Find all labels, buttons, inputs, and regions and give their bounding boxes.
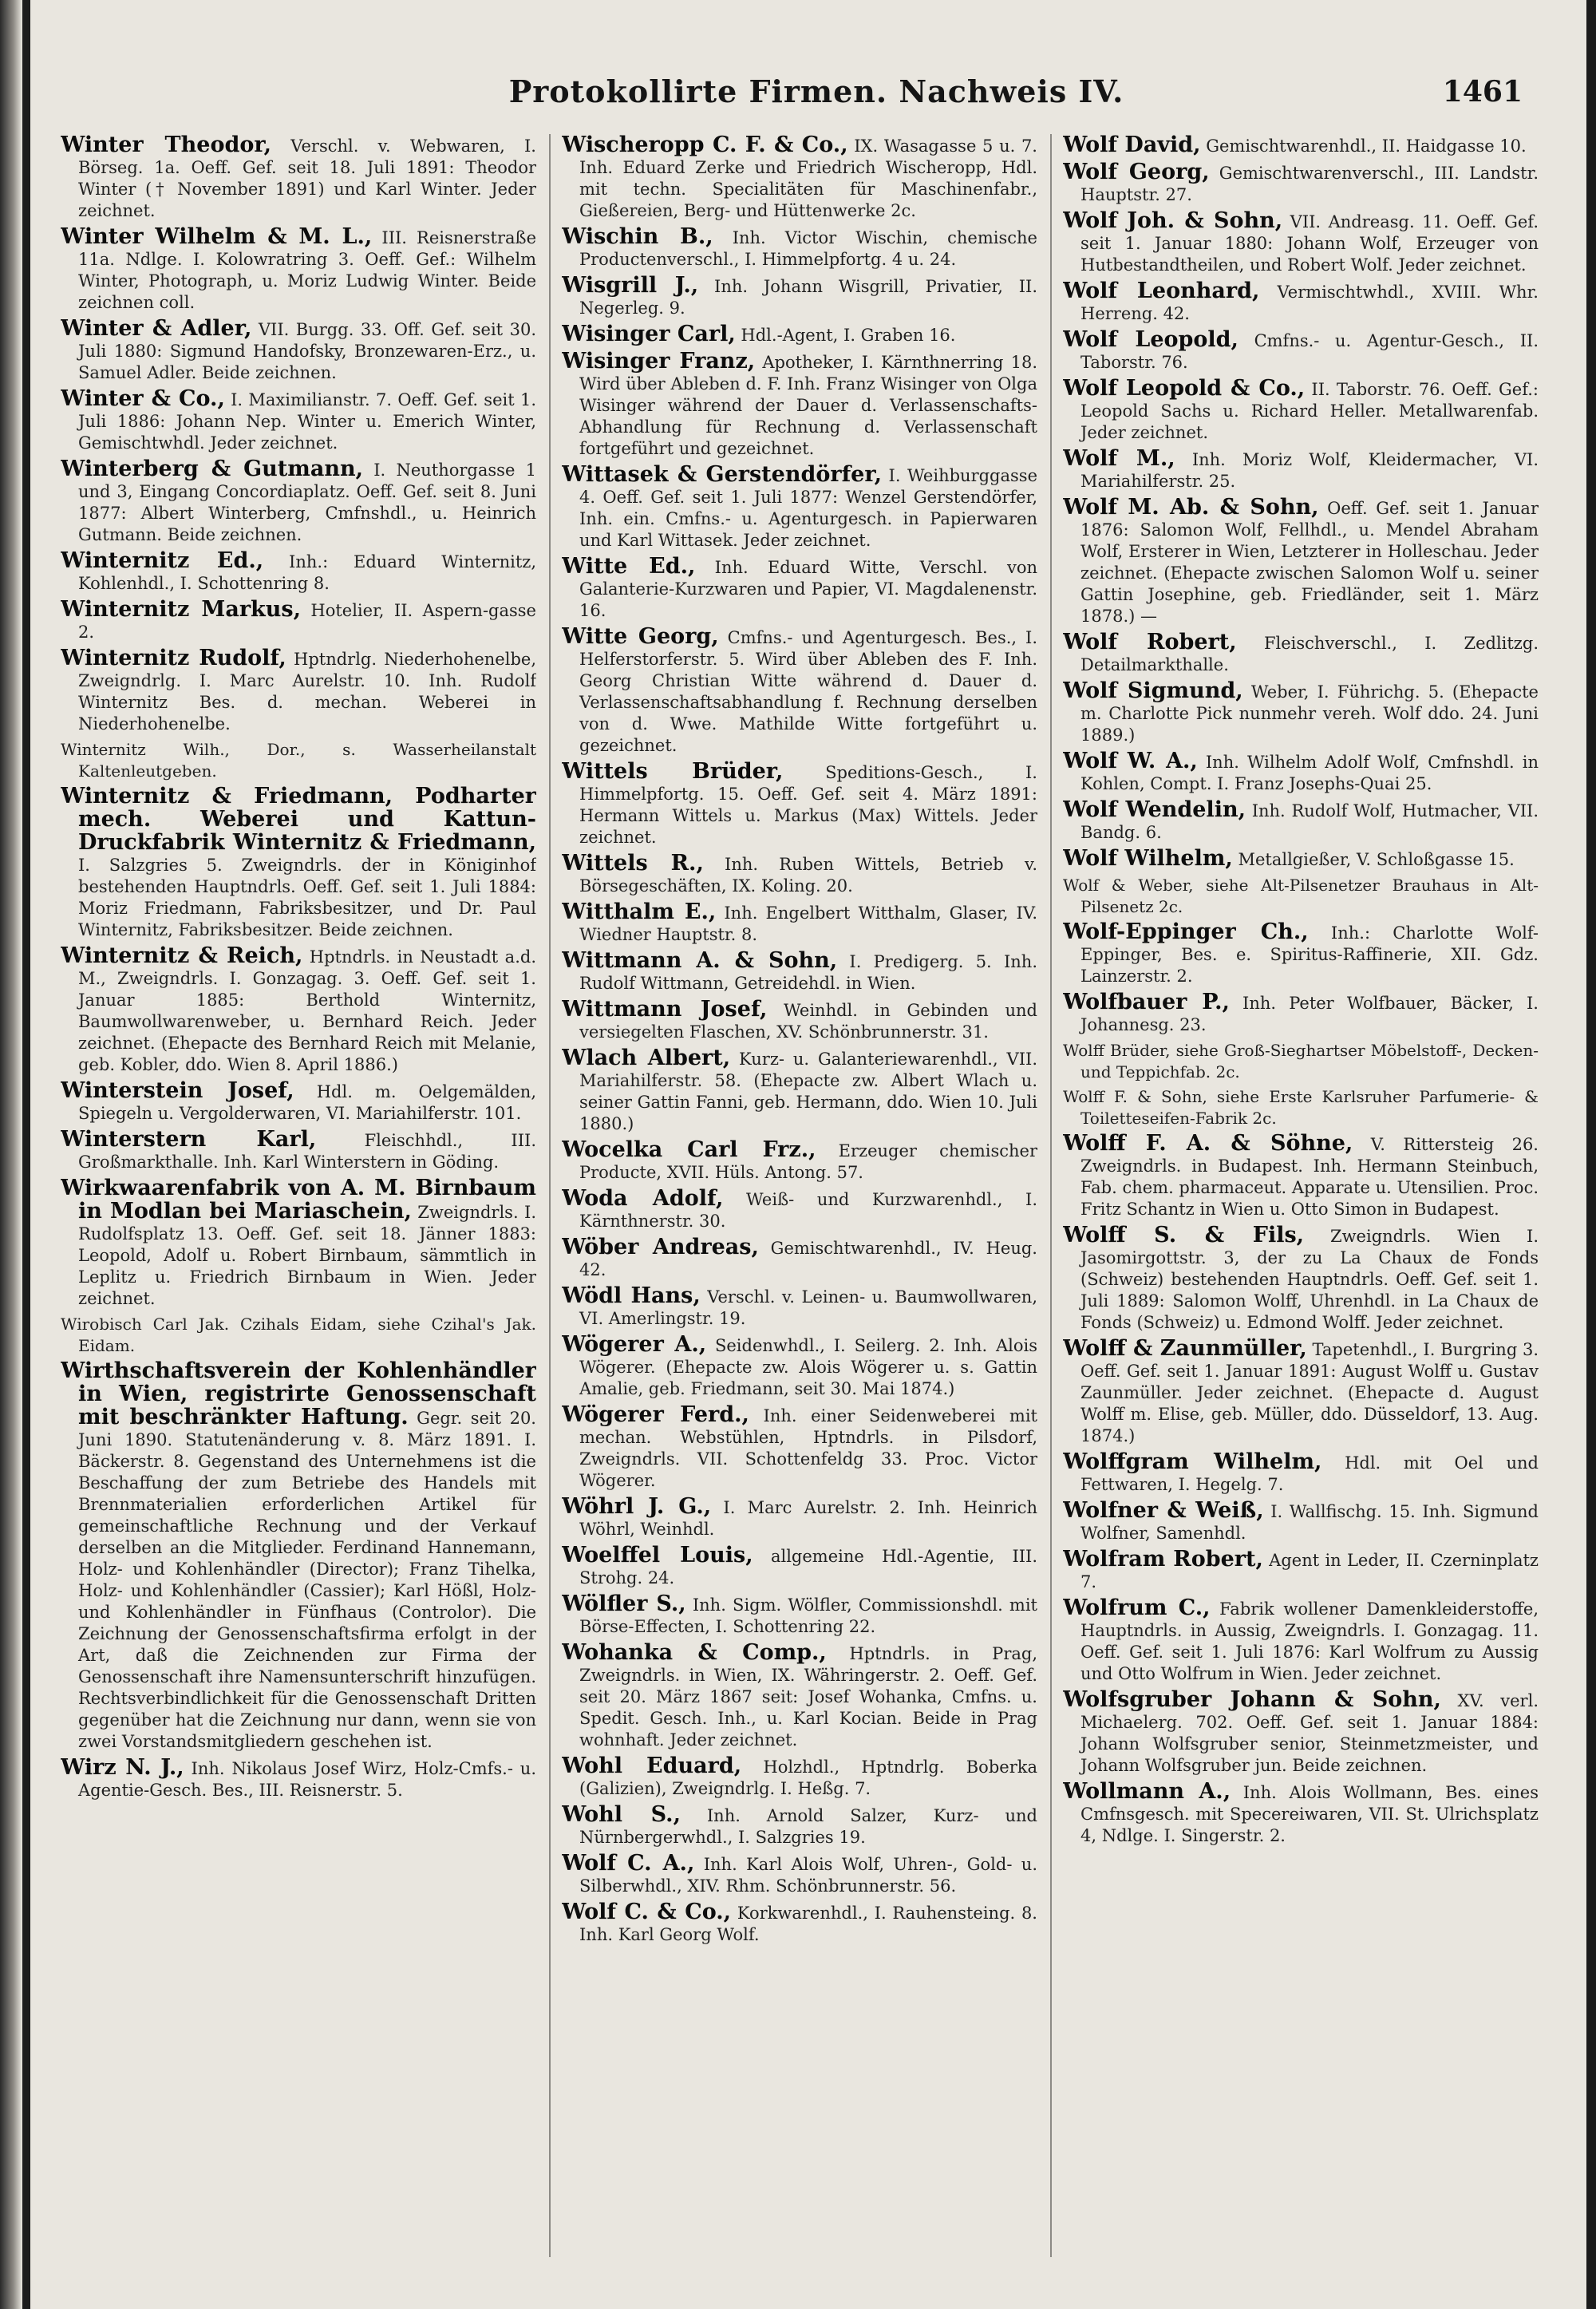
page-header xyxy=(78,73,1555,121)
firm-name: Winternitz & Friedmann, Podharter mech. Weberei und Kattun-Druckfabrik Winternitz & Friedmann, xyxy=(61,784,536,855)
firm-name: Wödl Hans, xyxy=(562,1283,701,1308)
firm-name: Wlach Albert, xyxy=(562,1046,731,1070)
directory-entry xyxy=(562,1544,1037,1589)
directory-entry xyxy=(562,1188,1037,1232)
firm-name: Winternitz & Reich, xyxy=(61,943,303,968)
directory-entry xyxy=(562,761,1037,848)
firm-name: Winterberg & Gutmann, xyxy=(61,457,363,481)
directory-entry xyxy=(1063,848,1539,871)
directory-page xyxy=(30,0,1586,2309)
firm-details: Inh. Rudolf Wolf, Hutmacher, VII. Bandg. 6. xyxy=(1080,801,1539,842)
firm-details: Inh. Wilhelm Adolf Wolf, Cmfnshdl. in Kohlen, Compt. I. Franz Josephs-Quai 25. xyxy=(1080,753,1539,793)
firm-details: Speditions-Gesch., I. Himmelpfortg. 15. Oeff. Gef. seit 4. März 1891: Hermann Wittels u. Markus (Max) Wittels. Jeder zeichnet. xyxy=(579,763,1037,847)
directory-entry xyxy=(562,464,1037,552)
firm-name: Wolf C. A., xyxy=(562,1851,695,1876)
firm-details: Hdl. mit Oel und Fettwaren, I. Hegelg. 7. xyxy=(1080,1453,1539,1494)
firm-details: Metallgießer, V. Schloßgasse 15. xyxy=(1232,850,1515,869)
directory-entry xyxy=(562,1496,1037,1540)
column-1 xyxy=(61,134,536,2289)
book-gutter xyxy=(0,0,22,2309)
firm-name: Wolfbauer P., xyxy=(1063,990,1230,1014)
firm-name: Wolf Robert, xyxy=(1063,630,1237,654)
directory-entry xyxy=(61,550,536,595)
firm-details: Hdl.-Agent, I. Graben 16. xyxy=(735,326,956,345)
firm-details: Fabrik wollener Damenkleiderstoffe, Hauptndrls. in Aussig, Zweigndrls. I. Gonzagag. 11. Oeff. Gef. seit 1. Juli 1876: Karl Wolfrum zu Aussig und Otto Wolfrum in Wien. Jeder zeichnet. xyxy=(1080,1599,1539,1683)
firm-name: Wolf Wendelin, xyxy=(1063,797,1246,822)
directory-entry xyxy=(562,1852,1037,1897)
firm-details: Gegr. seit 20. Juni 1890. Statutenänderung v. 8. März 1891. I. Bäckerstr. 8. Gegenstand des Unternehmens ist die Beschaffung der zum Betriebe des Handels mit Brennmaterialien erforderlichen Artikel für gemeinschaftliche Rechnung und der Verkauf derselben an die Mitglieder. Ferdinand Hannemann, Holz- und Kohlenhändler (Director); Franz Tihelka, Holz- und Kohlenhändler (Cassier); Karl Hößl, Holz- und Kohlenhändler in Fünfhaus (Controlor). Die Zeichnung der Genossenschaftsfirma erfolgt in der Art, daß die Zeichnenden zur Firma der Genossenschaft ihre Namensunterschrift hinzufügen. Rechtsverbindlichkeit für die Genossenschaft Dritten gegenüber hat die Zeichnung nur dann, wenn sie von zwei Vorstandsmitgliedern geschehen ist. xyxy=(78,1409,536,1751)
firm-details: Hdl. m. Oelgemälden, Spiegeln u. Vergolderwaren, VI. Mariahilferstr. 101. xyxy=(78,1082,536,1123)
directory-entry xyxy=(562,226,1037,271)
firm-details: Wolff Brüder, siehe Groß-Sieghartser Möbelstoff-, Decken- und Teppichfab. 2c. xyxy=(1063,1041,1539,1081)
firm-name: Witte Ed., xyxy=(562,554,696,579)
firm-details: Gemischtwarenhdl., II. Haidgasse 10. xyxy=(1200,136,1527,156)
firm-name: Winter & Co., xyxy=(61,386,225,411)
firm-name: Wolfrum C., xyxy=(1063,1595,1211,1620)
firm-details: VII. Andreasg. 11. Oeff. Gef. seit 1. Januar 1880: Johann Wolf, Erzeuger von Hutbestandtheilen, und Robert Wolf. Jeder zeichnet. xyxy=(1080,212,1539,275)
directory-entry xyxy=(1063,921,1539,987)
firm-details: XV. verl. Michaelerg. 702. Oeff. Gef. seit 1. Januar 1884: Johann Wolfsgruber senior, Steinmetzmeister, und Johann Wolfsgruber jun. Beide zeichnen. xyxy=(1080,1691,1539,1775)
firm-details: Verschl. v. Leinen- u. Baumwollwaren, VI. Amerlingstr. 19. xyxy=(579,1287,1037,1328)
firm-name: Wohl Eduard, xyxy=(562,1753,742,1778)
directory-columns xyxy=(61,134,1561,2289)
firm-details: Inh. Ruben Wittels, Betrieb v. Börsegeschäften, IX. Koling. 20. xyxy=(579,855,1037,896)
firm-name: Wischin B., xyxy=(562,224,713,249)
firm-name: Wolf C. & Co., xyxy=(562,1900,732,1924)
directory-entry xyxy=(1063,1086,1539,1129)
directory-entry xyxy=(562,1901,1037,1946)
directory-entry xyxy=(61,1314,536,1357)
firm-name: Wirkwaarenfabrik von A. M. Birnbaum in Modlan bei Mariaschein, xyxy=(61,1176,536,1224)
firm-name: Wolf Leonhard, xyxy=(1063,279,1260,303)
firm-details: Inh. Eduard Witte, Verschl. von Galanterie-Kurzwaren und Papier, VI. Magdalenenstr. 16. xyxy=(579,558,1037,620)
directory-entry xyxy=(61,134,536,222)
directory-entry xyxy=(562,1334,1037,1400)
firm-details: Hptndrls. in Prag, Zweigndrls. in Wien, IX. Währingerstr. 2. Oeff. Gef. seit 20. März 1867 seit: Josef Wohanka, Cmfns. u. Spedit. Gesch. Inh., u. Karl Kocian. Beide in Prag wohnhaft. Jeder zeichnet. xyxy=(579,1644,1037,1750)
firm-name: Winternitz Rudolf, xyxy=(61,646,286,670)
firm-name: Wolf Leopold, xyxy=(1063,327,1238,352)
column-divider xyxy=(549,134,551,2257)
directory-entry xyxy=(61,739,536,782)
directory-entry xyxy=(1063,134,1539,157)
firm-name: Wittasek & Gerstendörfer, xyxy=(562,462,883,487)
firm-details: Holzhdl., Hptndrlg. Boberka (Galizien), Zweigndrlg. I. Heßg. 7. xyxy=(579,1757,1037,1798)
firm-name: Wittels Brüder, xyxy=(562,759,784,784)
firm-name: Wirz N. J., xyxy=(61,1755,184,1780)
directory-entry xyxy=(1063,631,1539,676)
firm-name: Wolf Joh. & Sohn, xyxy=(1063,208,1283,233)
firm-details: I. Predigerg. 5. Inh. Rudolf Wittmann, Getreidehdl. in Wien. xyxy=(579,952,1037,993)
firm-details: Inh. Peter Wolfbauer, Bäcker, I. Johannesg. 23. xyxy=(1080,994,1539,1034)
directory-entry xyxy=(1063,1224,1539,1334)
directory-entry xyxy=(61,318,536,384)
directory-entry xyxy=(562,901,1037,946)
directory-entry xyxy=(1063,210,1539,276)
firm-name: Woda Adolf, xyxy=(562,1186,724,1211)
firm-name: Wögerer A., xyxy=(562,1332,707,1357)
firm-name: Wollmann A., xyxy=(1063,1779,1231,1804)
directory-entry xyxy=(1063,496,1539,627)
firm-details: III. Reisnerstraße 11a. Ndlge. I. Kolowratring 3. Oeff. Gef.: Wilhelm Winter, Photograph, u. Moriz Ludwig Winter. Beide zeichnen coll. xyxy=(78,228,536,312)
directory-entry xyxy=(61,388,536,454)
firm-details: Inh. Victor Wischin, chemische Productenverschl., I. Himmelpfortg. 4 u. 24. xyxy=(579,228,1037,269)
directory-entry xyxy=(562,1139,1037,1184)
firm-name: Wolfner & Weiß, xyxy=(1063,1498,1264,1523)
firm-details: I. Marc Aurelstr. 2. Inh. Heinrich Wöhrl, Weinhdl. xyxy=(579,1498,1037,1539)
directory-entry xyxy=(61,647,536,735)
firm-details: Inh. Engelbert Witthalm, Glaser, IV. Wiedner Hauptstr. 8. xyxy=(579,903,1037,944)
firm-details: Wolf & Weber, siehe Alt-Pilsenetzer Brauhaus in Alt-Pilsenetz 2c. xyxy=(1063,876,1539,916)
firm-details: IX. Wasagasse 5 u. 7. Inh. Eduard Zerke und Friedrich Wischeropp, Hdl. mit techn. Specialitäten für Maschinenfabr., Gießereien, Berg- und Hüttenwerke 2c. xyxy=(579,136,1037,220)
firm-name: Wittels R., xyxy=(562,851,704,876)
page-title: Protokollirte Firmen. Nachweis IV. xyxy=(508,73,1124,109)
directory-entry xyxy=(1063,1040,1539,1083)
firm-name: Wolf Georg, xyxy=(1063,160,1210,184)
column-3 xyxy=(1063,134,1539,2289)
directory-entry xyxy=(1063,161,1539,206)
firm-name: Wirthschaftsverein der Kohlenhändler in Wien, registrirte Genossenschaft mit beschränkter Haftung. xyxy=(61,1358,536,1429)
column-2 xyxy=(562,134,1037,2289)
directory-entry xyxy=(1063,1689,1539,1777)
firm-details: Inh.: Eduard Winternitz, Kohlenhdl., I. Schottenring 8. xyxy=(78,552,536,593)
firm-name: Wittmann A. & Sohn, xyxy=(562,948,838,973)
firm-name: Winter & Adler, xyxy=(61,316,252,341)
firm-name: Wolf-Eppinger Ch., xyxy=(1063,919,1309,944)
firm-name: Wohanka & Comp., xyxy=(562,1640,827,1665)
directory-entry xyxy=(562,1285,1037,1330)
firm-name: Winterstein Josef, xyxy=(61,1078,294,1103)
firm-details: Gemischtwarenverschl., III. Landstr. Hauptstr. 27. xyxy=(1080,164,1539,204)
firm-name: Wohl S., xyxy=(562,1802,681,1827)
directory-entry xyxy=(1063,1548,1539,1593)
directory-entry xyxy=(562,1642,1037,1751)
page-number: 1461 xyxy=(1442,75,1523,109)
firm-details: II. Taborstr. 76. Oeff. Gef.: Leopold Sachs u. Richard Heller. Metallwarenfab. Jeder zeichnet. xyxy=(1080,380,1539,442)
firm-name: Wocelka Carl Frz., xyxy=(562,1137,816,1162)
firm-details: Inh. Moriz Wolf, Kleidermacher, VI. Mariahilferstr. 25. xyxy=(1080,450,1539,491)
firm-details: Cmfns.- u. Agentur-Gesch., II. Taborstr. 76. xyxy=(1080,331,1539,372)
directory-entry xyxy=(562,134,1037,222)
firm-details: Kurz- u. Galanteriewarenhdl., VII. Mariahilferstr. 58. (Ehepacte zw. Albert Wlach u. seiner Gattin Fanni, geb. Hermann, ddo. Wien 10. Juli 1880.) xyxy=(579,1050,1037,1133)
directory-entry xyxy=(562,350,1037,460)
firm-details: Inh.: Charlotte Wolf-Eppinger, Bes. e. Spiritus-Raffinerie, XII. Gdz. Lainzerstr. 2. xyxy=(1080,923,1539,986)
directory-entry xyxy=(1063,1781,1539,1847)
firm-details: Korkwarenhdl., I. Rauhensteing. 8. Inh. Karl Georg Wolf. xyxy=(579,1904,1037,1944)
directory-entry xyxy=(562,852,1037,897)
directory-entry xyxy=(61,226,536,314)
directory-entry xyxy=(562,1404,1037,1492)
directory-entry xyxy=(1063,1338,1539,1447)
firm-details: Fleischhdl., III. Großmarkthalle. Inh. Karl Winterstern in Göding. xyxy=(78,1131,536,1172)
firm-name: Wolf Wilhelm, xyxy=(1063,846,1233,871)
firm-details: Zweigndrls. Wien I. Jasomirgottstr. 3, der zu La Chaux de Fonds (Schweiz) bestehenden Hauptndrls. Oeff. Gef. seit 1. Juli 1889: Salomon Wolff, Uhrenhdl. in La Chaux de Fonds (Schweiz) u. Edmond Wolff. Jeder zeichnet. xyxy=(1080,1227,1539,1332)
firm-name: Wolff F. A. & Söhne, xyxy=(1063,1131,1353,1156)
firm-details: Zweigndrls. I. Rudolfsplatz 13. Oeff. Gef. seit 18. Jänner 1883: Leopold, Adolf u. Robert Birnbaum, sämmtlich in Leplitz u. Friedrich Birnbaum in Wien. Jeder zeichnet. xyxy=(78,1203,536,1308)
directory-entry xyxy=(1063,680,1539,746)
firm-name: Wolf Sigmund, xyxy=(1063,678,1243,703)
firm-details: Inh. Sigm. Wölfler, Commissionshdl. mit Börse-Effecten, I. Schottenring 22. xyxy=(579,1595,1037,1636)
directory-entry xyxy=(562,323,1037,346)
firm-details: Erzeuger chemischer Producte, XVII. Hüls. Antong. 57. xyxy=(579,1141,1037,1182)
firm-details: Weiß- und Kurzwarenhdl., I. Kärnthnerstr. 30. xyxy=(579,1190,1037,1231)
directory-entry xyxy=(562,1593,1037,1638)
firm-details: I. Wallfischg. 15. Inh. Sigmund Wolfner, Samenhdl. xyxy=(1080,1502,1539,1543)
firm-details: Hptndrls. in Neustadt a.d. M., Zweigndrls. I. Gonzagag. 3. Oeff. Gef. seit 1. Januar 1885: Berthold Winternitz, Baumwollwarenweber, u. Bernhard Reich. Jeder zeichnet. (Ehepacte des Bernhard Reich mit Melanie, geb. Kobler, ddo. Wien 8. April 1886.) xyxy=(78,947,536,1074)
firm-name: Winter Wilhelm & M. L., xyxy=(61,224,373,249)
firm-details: Weber, I. Führichg. 5. (Ehepacte m. Charlotte Pick nunmehr vereh. Wolf ddo. 24. Juni 1889.) xyxy=(1080,682,1539,745)
firm-name: Wolf Leopold & Co., xyxy=(1063,376,1306,401)
directory-entry xyxy=(1063,991,1539,1036)
firm-details: Hotelier, II. Aspern-gasse 2. xyxy=(78,601,536,642)
firm-details: Inh. Arnold Salzer, Kurz- und Nürnbergerwhdl., I. Salzgries 19. xyxy=(579,1806,1037,1847)
firm-details: Vermischtwhdl., XVIII. Whr. Herreng. 42. xyxy=(1080,283,1539,323)
directory-entry xyxy=(61,1129,536,1173)
firm-details: I. Salzgries 5. Zweigndrls. der in Königinhof bestehenden Hauptndrls. Oeff. Gef. seit 1. Juli 1884: Moriz Friedmann, Fabriksbesitzer, und Dr. Paul Winternitz, Fabriksbesitzer. Beide zeichnen. xyxy=(78,856,536,939)
firm-name: Wolfsgruber Johann & Sohn, xyxy=(1063,1687,1441,1712)
directory-entry xyxy=(1063,750,1539,795)
directory-entry xyxy=(1063,329,1539,374)
firm-details: Weinhdl. in Gebinden und versiegelten Flaschen, XV. Schönbrunnerstr. 31. xyxy=(579,1001,1037,1042)
firm-details: Verschl. v. Webwaren, I. Börseg. 1a. Oeff. Gef. seit 18. Juli 1891: Theodor Winter († November 1891) und Karl Winter. Jeder zeichnet. xyxy=(78,136,536,220)
column-divider xyxy=(1050,134,1052,2257)
directory-entry xyxy=(61,1757,536,1801)
directory-entry xyxy=(1063,448,1539,492)
firm-details: Inh. Karl Alois Wolf, Uhren-, Gold- u. Silberwhdl., XIV. Rhm. Schönbrunnerstr. 56. xyxy=(579,1855,1037,1896)
directory-entry xyxy=(562,626,1037,757)
firm-details: allgemeine Hdl.-Agentie, III. Strohg. 24. xyxy=(579,1547,1037,1587)
firm-name: Woelffel Louis, xyxy=(562,1543,753,1568)
firm-name: Wolff S. & Fils, xyxy=(1063,1223,1305,1247)
firm-name: Wolf M., xyxy=(1063,446,1175,471)
firm-details: Wirobisch Carl Jak. Czihals Eidam, siehe Czihal's Jak. Eidam. xyxy=(61,1315,536,1355)
firm-details: Gemischtwarenhdl., IV. Heug. 42. xyxy=(579,1239,1037,1279)
directory-entry xyxy=(61,1177,536,1310)
firm-details: VII. Burgg. 33. Off. Gef. seit 30. Juli 1880: Sigmund Handofsky, Bronzewaren-Erz., u. Samuel Adler. Beide zeichnen. xyxy=(78,320,536,382)
firm-details: Oeff. Gef. seit 1. Januar 1876: Salomon Wolf, Fellhdl., u. Mendel Abraham Wolf, Ersterer in Wien, Letzterer in Holleschau. Jeder zeichnet. (Ehepacte zwischen Salomon Wolf u. seiner Gattin Josephine, geb. Friedländer, seit 1. März 1878.) — xyxy=(1080,499,1539,626)
firm-name: Wöber Andreas, xyxy=(562,1235,759,1259)
directory-entry xyxy=(1063,1500,1539,1544)
directory-entry xyxy=(61,945,536,1076)
firm-name: Winternitz Ed., xyxy=(61,548,264,573)
directory-entry xyxy=(1063,875,1539,918)
firm-details: Inh. Nikolaus Josef Wirz, Holz-Cmfs.- u. Agentie-Gesch. Bes., III. Reisnerstr. 5. xyxy=(78,1759,536,1800)
directory-entry xyxy=(1063,1133,1539,1220)
firm-name: Wisgrill J., xyxy=(562,273,699,298)
directory-entry xyxy=(1063,378,1539,444)
firm-details: Inh. Johann Wisgrill, Privatier, II. Negerleg. 9. xyxy=(579,277,1037,318)
firm-name: Winter Theodor, xyxy=(61,134,272,157)
firm-name: Wischeropp C. F. & Co., xyxy=(562,134,848,157)
directory-entry xyxy=(562,1236,1037,1281)
firm-details: I. Maximilianstr. 7. Oeff. Gef. seit 1. Juli 1886: Johann Nep. Winter u. Emerich Winter, Gemischtwhdl. Jeder zeichnet. xyxy=(78,390,536,453)
firm-details: Wolff F. & Sohn, siehe Erste Karlsruher Parfumerie- & Toiletteseifen-Fabrik 2c. xyxy=(1063,1087,1539,1128)
firm-details: Winternitz Wilh., Dor., s. Wasserheilanstalt Kaltenleutgeben. xyxy=(61,740,536,781)
directory-entry xyxy=(562,1047,1037,1135)
directory-entry xyxy=(1063,280,1539,325)
firm-details: Apotheker, I. Kärnthnerring 18. Wird über Ableben d. F. Inh. Franz Wisinger von Olga Wisinger während der Dauer d. Verlassenschafts-Abhandlung für Rechnung d. Verlassenschaft fortgeführt und gezeichnet. xyxy=(579,353,1037,458)
directory-entry xyxy=(61,599,536,643)
firm-name: Wolf W. A., xyxy=(1063,749,1198,773)
directory-entry xyxy=(562,950,1037,994)
directory-entry xyxy=(1063,799,1539,844)
firm-details: Hptndrlg. Niederhohenelbe, Zweigndrlg. I. Marc Aurelstr. 10. Inh. Rudolf Winternitz Bes. d. mechan. Weberei in Niederhohenelbe. xyxy=(78,650,536,733)
firm-name: Wolf David, xyxy=(1063,134,1201,157)
firm-details: Fleischverschl., I. Zedlitzg. Detailmarkthalle. xyxy=(1080,634,1539,674)
firm-name: Wögerer Ferd., xyxy=(562,1402,749,1427)
firm-details: Tapetenhdl., I. Burgring 3. Oeff. Gef. seit 1. Januar 1891: August Wolff u. Gustav Zaunmüller. Jeder zeichnet. (Ehepacte d. August Wolff m. Elise, geb. Müller, ddo. Düsseldorf, 13. Aug. 1874.) xyxy=(1080,1340,1539,1445)
directory-entry xyxy=(562,556,1037,622)
directory-entry xyxy=(562,1755,1037,1800)
directory-entry xyxy=(562,275,1037,319)
firm-name: Wöhrl J. G., xyxy=(562,1494,712,1519)
firm-details: I. Neuthorgasse 1 und 3, Eingang Concordiaplatz. Oeff. Gef. seit 8. Juni 1877: Albert Winterberg, Cmfnshdl., u. Heinrich Gutmann. Beide zeichnen. xyxy=(78,461,536,544)
firm-name: Witthalm E., xyxy=(562,899,717,924)
firm-details: V. Rittersteig 26. Zweigndrls. in Budapest. Inh. Hermann Steinbuch, Fab. chem. pharmaceut. Apparate u. Utensilien. Proc. Fritz Schantz in Wien u. Otto Simon in Budapest. xyxy=(1080,1135,1539,1219)
directory-entry xyxy=(562,1804,1037,1848)
firm-name: Wittmann Josef, xyxy=(562,997,768,1022)
firm-name: Wolf M. Ab. & Sohn, xyxy=(1063,495,1319,520)
firm-name: Witte Georg, xyxy=(562,624,719,649)
directory-entry xyxy=(61,785,536,941)
firm-details: Agent in Leder, II. Czerninplatz 7. xyxy=(1080,1551,1539,1591)
firm-details: I. Weihburggasse 4. Oeff. Gef. seit 1. Juli 1877: Wenzel Gerstendörfer, Inh. ein. Cmfns.- u. Agenturgesch. in Papierwaren und Karl Wittasek. Jeder zeichnet. xyxy=(579,466,1037,550)
directory-entry xyxy=(61,1360,536,1753)
firm-details: Cmfns.- und Agenturgesch. Bes., I. Helferstorferstr. 5. Wird über Ableben des F. Inh. Georg Christian Witte während d. Dauer d. Verlassenschaftsabhandlung f. Rechnung derselben von d. Wwe. Mathilde Witte fortgeführt u. gezeichnet. xyxy=(579,628,1037,755)
directory-entry xyxy=(61,1080,536,1125)
firm-details: Inh. Alois Wollmann, Bes. eines Cmfnsgesch. mit Specereiwaren, VII. St. Ulrichsplatz 4, Ndlge. I. Singerstr. 2. xyxy=(1080,1783,1539,1845)
directory-entry xyxy=(1063,1451,1539,1496)
directory-entry xyxy=(1063,1597,1539,1685)
firm-details: Inh. einer Seidenweberei mit mechan. Webstühlen, Hptndrls. in Pilsdorf, Zweigndrls. VII. Schottenfeldg 33. Proc. Victor Wögerer. xyxy=(579,1406,1037,1490)
firm-name: Wisinger Carl, xyxy=(562,322,736,346)
firm-name: Wolffgram Wilhelm, xyxy=(1063,1449,1322,1474)
firm-name: Wolff & Zaunmüller, xyxy=(1063,1336,1307,1361)
directory-entry xyxy=(61,458,536,546)
firm-name: Wolfram Robert, xyxy=(1063,1547,1263,1572)
firm-name: Wisinger Franz, xyxy=(562,349,756,374)
firm-details: Seidenwhdl., I. Seilerg. 2. Inh. Alois Wögerer. (Ehepacte zw. Alois Wögerer u. s. Gattin Amalie, geb. Friedmann, seit 30. Mai 1874.) xyxy=(579,1336,1037,1398)
directory-entry xyxy=(562,998,1037,1043)
firm-name: Wölfler S., xyxy=(562,1591,686,1616)
firm-name: Winterstern Karl, xyxy=(61,1127,317,1152)
firm-name: Winternitz Markus, xyxy=(61,597,301,622)
